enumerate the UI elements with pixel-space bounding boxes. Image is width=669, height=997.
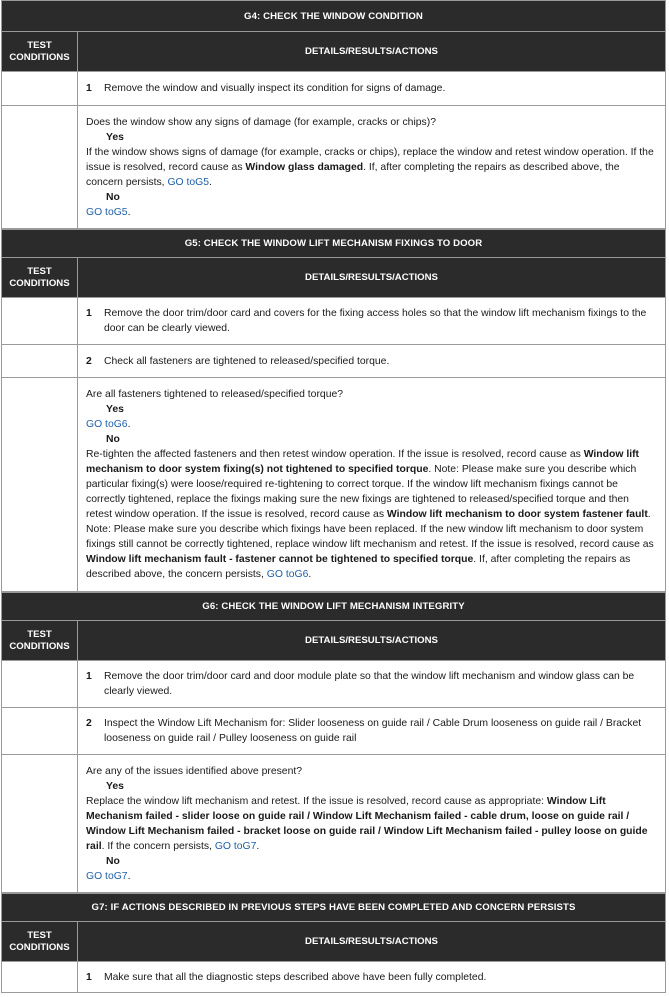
go-to-g7-link[interactable]: GO toG7 <box>214 840 257 852</box>
step-text: Inspect the Window Lift Mechanism for: Slider looseness on guide rail / Cable Drum looseness on guide rail / Bracket looseness on guide rail / Pulley looseness on guide rail <box>104 718 642 744</box>
col-header-test-conditions: TEST CONDITIONS <box>2 621 78 661</box>
section-title: G7: IF ACTIONS DESCRIBED IN PREVIOUS STEPS HAVE BEEN COMPLETED AND CONCERN PERSISTS <box>2 894 666 922</box>
no-label: No <box>106 434 120 445</box>
section-title: G4: CHECK THE WINDOW CONDITION <box>2 1 666 32</box>
yes-label: Yes <box>106 780 124 792</box>
step-text: Remove the door trim/door card and covers for the fixing access holes so that the window lift mechanism fixings to the door can be clearly viewed. <box>104 308 647 334</box>
step-text: Check all fasteners are tightened to released/specified torque. <box>104 355 390 367</box>
go-to-g6-link[interactable]: GO toG6 <box>266 569 309 580</box>
go-to-g6-link[interactable]: GO toG6 <box>86 419 128 430</box>
question-text: Does the window show any signs of damage (for example, cracks or chips)? <box>86 116 436 128</box>
step-number: 1 <box>86 971 92 983</box>
step-number: 2 <box>86 355 92 367</box>
test-conditions-cell <box>2 755 78 893</box>
step-number: 1 <box>86 83 92 94</box>
step-cell <box>78 298 666 345</box>
question-cell: Are any of the issues identified above present? Yes Replace the window lift mechanism and retest. If the issue is resolved, record cause as appropriate: Window Lift Mechanism failed - slider loose on guide rail / Window Lift Mechanism failed - cable drum, loose on guide rail / Window Lift Mechanism failed - bracket loose on guide rail / Window Lift Mechanism failed - pulley loose on guide rail. If the concern persists, GO toG7. No GO toG7. <box>78 755 666 893</box>
no-label: No <box>106 191 120 203</box>
test-conditions-cell <box>2 708 78 755</box>
test-conditions-cell <box>2 378 78 592</box>
step-text: Make sure that all the diagnostic steps described above have been fully completed. <box>104 971 487 983</box>
step-cell <box>78 708 666 755</box>
col-header-test-conditions: TEST CONDITIONS <box>2 32 78 72</box>
go-to-g7-link[interactable]: GO toG7 <box>86 870 128 882</box>
question-text: Are any of the issues identified above present? <box>86 765 303 777</box>
step-cell <box>78 661 666 708</box>
test-conditions-cell <box>2 72 78 106</box>
yes-action-text: Replace the window lift mechanism and retest. If the issue is resolved, record cause as appropriate: Window Lift Mechanism failed - slider loose on guide rail / Window Lift Mechanism failed - cable drum, loose on guide rail / Window Lift Mechanism failed - bracket loose on guide rail / Window Lift Mechanism failed - pulley loose on guide rail. If the concern persists, GO toG7. <box>86 795 648 852</box>
step-text: Remove the door trim/door card and door module plate so that the window lift mechanism and window glass can be clearly viewed. <box>104 671 635 697</box>
col-header-details: DETAILS/RESULTS/ACTIONS <box>78 621 666 661</box>
yes-label: Yes <box>106 131 124 143</box>
col-header-details: DETAILS/RESULTS/ACTIONS <box>78 922 666 962</box>
test-conditions-cell <box>2 106 78 229</box>
question-cell: Are all fasteners tightened to released/specified torque? Yes GO toG6. No Re-tighten the affected fasteners and then retest window operation. If the issue is resolved, record cause as Window lift mechanism to door system fixing(s) not tightened to specified torque. Note: Please make sure you describe which particular fixing(s) were loose/required re-tightening to correct torque. If the window lift mechanism fixings cannot be correctly tightened, replace the fixings making sure the new fixings are tightened to released/specified torque and then retest window operation. If the issue is resolved, record cause as Window lift mechanism to door system fastener fault. Note: Please make sure you describe which fixings have been replaced. If the new window lift mechanism to door system fixings still cannot be correctly tightened, replace window lift mechanism and retest. If the issue is resolved, record cause as Window lift mechanism fault - fastener cannot be tightened to specified torque. If, after completing the repairs as described above, the concern persists, GO toG6. <box>78 378 666 592</box>
step-number: 1 <box>86 671 92 682</box>
section-title: G6: CHECK THE WINDOW LIFT MECHANISM INTEGRITY <box>2 593 666 621</box>
no-label: No <box>106 855 120 867</box>
col-header-details: DETAILS/RESULTS/ACTIONS <box>78 258 666 298</box>
test-conditions-cell <box>2 962 78 993</box>
section-g4 <box>1 0 666 229</box>
test-conditions-cell <box>2 298 78 345</box>
step-cell <box>78 962 666 993</box>
yes-label: Yes <box>106 404 124 415</box>
step-cell <box>78 72 666 106</box>
test-conditions-cell <box>2 661 78 708</box>
go-to-g5-link[interactable]: GO toG5 <box>167 176 210 188</box>
step-number: 2 <box>86 718 92 729</box>
no-action-text: Re-tighten the affected fasteners and then retest window operation. If the issue is resolved, record cause as Window lift mechanism to door system fixing(s) not tightened to specified torque. Note: Please make sure you describe which particular fixing(s) were loose/required re-tightening to correct torque. If the window lift mechanism fixings cannot be correctly tightened, replace the fixings making sure the new fixings are tightened to released/specified torque and then retest window operation. If the issue is resolved, record cause as Window lift mechanism to door system fastener fault. Note: Please make sure you describe which fixings have been replaced. If the new window lift mechanism to door system fixings still cannot be correctly tightened, replace window lift mechanism and retest. If the issue is resolved, record cause as Window lift mechanism fault - fastener cannot be tightened to specified torque. If, after completing the repairs as described above, the concern persists, GO toG6. <box>86 449 654 580</box>
section-g6 <box>1 592 666 893</box>
section-g7 <box>1 893 666 993</box>
yes-action-text: If the window shows signs of damage (for example, cracks or chips), replace the window and retest window operation. If the issue is resolved, record cause as Window glass damaged. If, after completing the repairs as described above, the concern persists, GO toG5. <box>86 146 654 188</box>
col-header-test-conditions: TEST CONDITIONS <box>2 258 78 298</box>
step-number: 1 <box>86 308 92 319</box>
col-header-details: DETAILS/RESULTS/ACTIONS <box>78 32 666 72</box>
question-text: Are all fasteners tightened to released/specified torque? <box>86 389 344 400</box>
step-cell <box>78 345 666 378</box>
col-header-test-conditions: TEST CONDITIONS <box>2 922 78 962</box>
section-title: G5: CHECK THE WINDOW LIFT MECHANISM FIXINGS TO DOOR <box>2 230 666 258</box>
test-conditions-cell <box>2 345 78 378</box>
go-to-g5-link[interactable]: GO toG5 <box>86 206 128 218</box>
step-text: Remove the window and visually inspect its condition for signs of damage. <box>104 83 446 94</box>
section-g5 <box>1 229 666 592</box>
question-cell: Does the window show any signs of damage (for example, cracks or chips)? Yes If the window shows signs of damage (for example, cracks or chips), replace the window and retest window operation. If the issue is resolved, record cause as Window glass damaged. If, after completing the repairs as described above, the concern persists, GO toG5. No GO toG5. <box>78 106 666 229</box>
